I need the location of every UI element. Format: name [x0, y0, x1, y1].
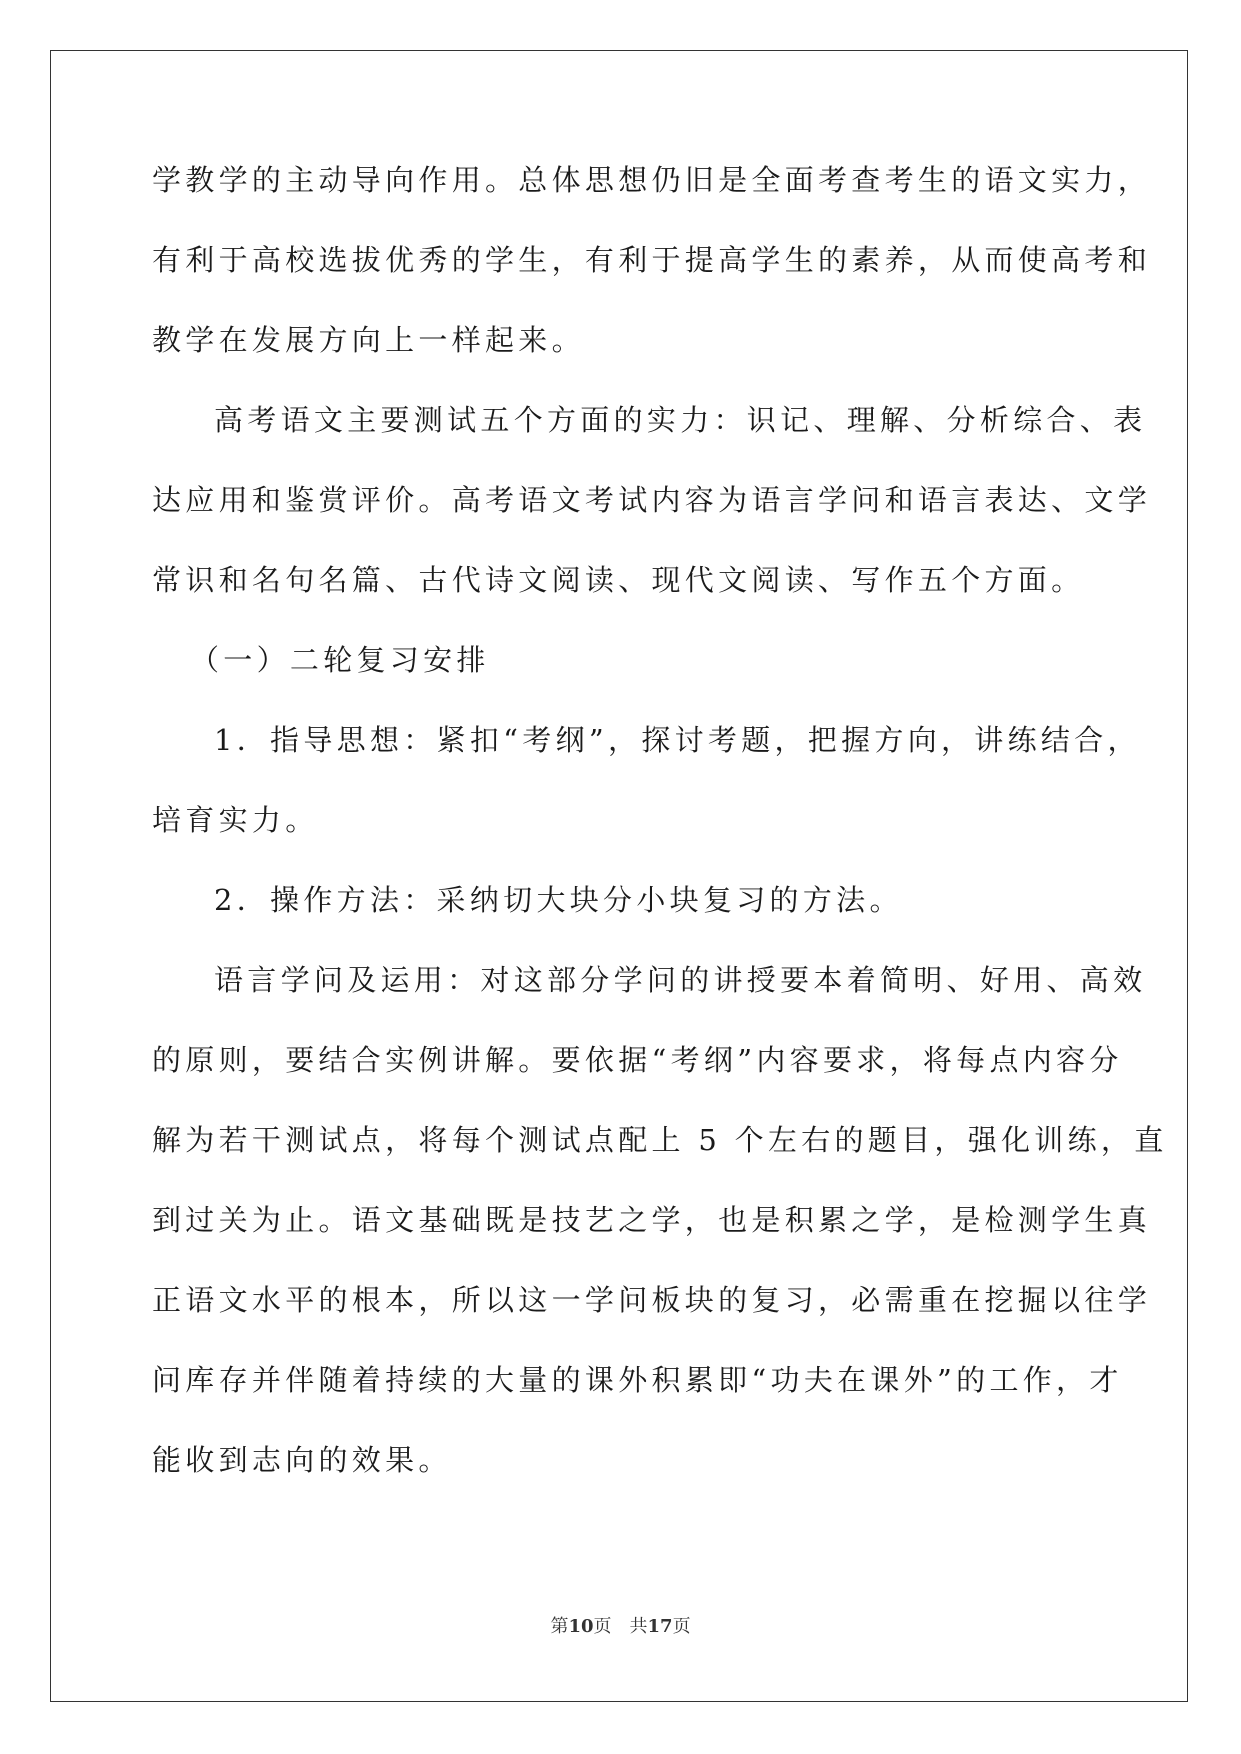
page-footer: [0, 1612, 1241, 1638]
footer-prefix: 第: [550, 1616, 569, 1637]
text-line: 培育实力。: [152, 803, 319, 837]
text-line: 解为若干测试点，将每个测试点配上 5 个左右的题目，强化训练，直: [152, 1123, 1168, 1157]
text-line: 问库存并伴随着持续的大量的课外积累即“功夫在课外”的工作，才: [152, 1363, 1123, 1397]
text-line: 能收到志向的效果。: [152, 1443, 452, 1477]
text-line: 学教学的主动导向作用。总体思想仍旧是全面考查考生的语文实力，: [152, 163, 1152, 197]
text-line: 达应用和鉴赏评价。高考语文考试内容为语言学问和语言表达、文学: [152, 483, 1152, 517]
paragraph-start: 2．操作方法：采纳切大块分小块复习的方法。: [214, 883, 903, 917]
paragraph-start: 高考语文主要测试五个方面的实力：识记、理解、分析综合、表: [214, 403, 1147, 437]
text-line: 到过关为止。语文基础既是技艺之学，也是积累之学，是检测学生真: [152, 1203, 1152, 1237]
text-line: 的原则，要结合实例讲解。要依据“考纲”内容要求，将每点内容分: [152, 1043, 1123, 1077]
section-heading: （一）二轮复习安排: [190, 643, 490, 677]
text-line: 常识和名句名篇、古代诗文阅读、现代文阅读、写作五个方面。: [152, 563, 1085, 597]
footer-suffix: 页: [672, 1616, 691, 1637]
total-page-number: 17: [647, 1616, 673, 1637]
current-page-number: 10: [568, 1616, 594, 1637]
paragraph-start: 1．指导思想：紧扣“考纲”，探讨考题，把握方向，讲练结合，: [214, 723, 1141, 757]
text-line: 有利于高校选拔优秀的学生，有利于提高学生的素养，从而使高考和: [152, 243, 1152, 277]
paragraph-start: 语言学问及运用：对这部分学问的讲授要本着简明、好用、高效: [214, 963, 1147, 997]
text-line: 教学在发展方向上一样起来。: [152, 323, 585, 357]
text-line: 正语文水平的根本，所以这一学问板块的复习，必需重在挖掘以往学: [152, 1283, 1152, 1317]
document-body: [152, 160, 1168, 1520]
footer-mid: 页 共: [593, 1616, 648, 1637]
